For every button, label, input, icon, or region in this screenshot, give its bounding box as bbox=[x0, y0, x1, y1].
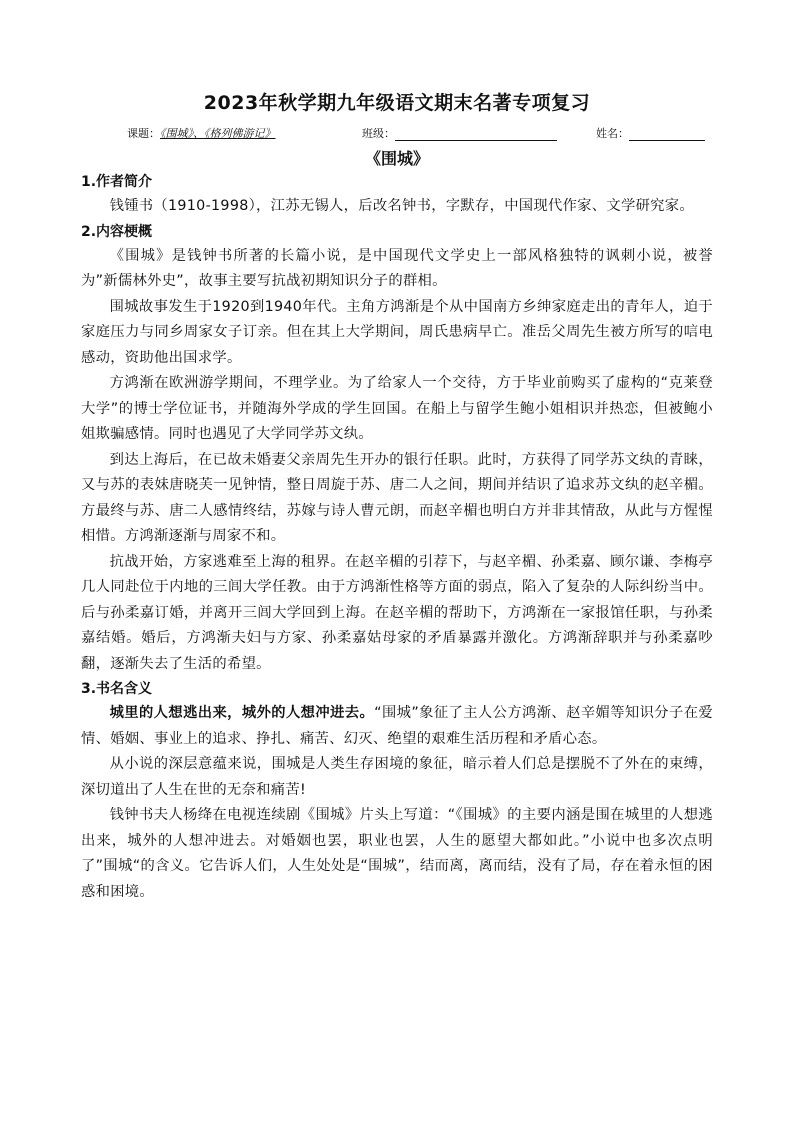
document-title: 2023年秋学期九年级语文期末名著专项复习 bbox=[203, 92, 591, 114]
book-title: 《围城》 bbox=[364, 149, 429, 168]
section-heading-title-meaning: 3.书名含义 bbox=[81, 681, 153, 697]
name-label: 姓名： bbox=[596, 127, 629, 140]
name-field bbox=[596, 125, 705, 143]
paragraph: 抗战开始，方家逃难至上海的租界。在赵辛楣的引荐下，与赵辛楣、孙柔嘉、顾尔谦、李梅亭几人同赴位于内地的三闾大学任教。由于方鸿渐性格等方面的弱点，陷入了复杂的人际纠纷当中。后与孙柔嘉订婚，并离开三闾大学回到上海。在赵辛楣的帮助下，方鸿渐在一家报馆任职，与孙柔嘉结婚。婚后，方鸿渐夫妇与方家、孙柔嘉姑母家的矛盾暴露并激化。方鸿渐辞职并与孙柔嘉吵翻，逐渐失去了生活的希望。 bbox=[81, 553, 713, 672]
paragraph: 钱钟书夫人杨绛在电视连续剧《围城》片头上写道：“《围城》的主要内涵是围在城里的人想逃出来，城外的人想冲进去。对婚姻也罢，职业也罢，人生的愿望大都如此。”小说中也多次点明了”围城“的含义。它告诉人们，人生处处是“围城”，结而离，离而结，没有了局，存在着永恒的困惑和困境。 bbox=[81, 807, 713, 900]
topic-field bbox=[127, 125, 276, 143]
paragraph: 到达上海后，在已故未婚妻父亲周先生开办的银行任职。此时，方获得了同学苏文纨的青睐，又与苏的表妹唐晓芙一见钟情，整日周旋于苏、唐二人之间，期间并结识了追求苏文纨的赵辛楣。方最终与苏、唐二人感情终结，苏嫁与诗人曹元朗，而赵辛楣也明白方并非其情敌，从此与方惺惺相惜。方鸿渐逐渐与周家不和。 bbox=[81, 451, 713, 544]
document-body bbox=[81, 170, 713, 905]
paragraph: 《围城》是钱钟书所著的长篇小说，是中国现代文学史上一部风格独特的讽刺小说，被誉为”新儒林外史”，故事主要写抗战初期知识分子的群相。 bbox=[81, 247, 713, 289]
paragraph: 钱锺书（1910-1998），江苏无锡人，后改名钟书，字默存，中国现代作家、文学研究家。 bbox=[109, 198, 694, 214]
paragraph-text: “围城”象征了主人公方鸿渐、赵辛媚等知识分子在爱情、婚姻、事业上的追求、挣扎、痛苦、幻灭、绝望的艰难生活历程和矛盾心态。 bbox=[81, 705, 713, 747]
paragraph: 围城故事发生于1920到1940年代。主角方鸿渐是个从中国南方乡绅家庭走出的青年人，迫于家庭压力与同乡周家女子订亲。但在其上大学期间，周氏患病早亡。准岳父周先生被方所写的唁电感动，资助他出国求学。 bbox=[81, 298, 713, 366]
paragraph bbox=[81, 701, 713, 752]
name-blank-line bbox=[629, 128, 705, 141]
bold-lead-sentence: 城里的人想逃出来，城外的人想冲进去。 bbox=[109, 705, 375, 721]
paragraph: 从小说的深层意蕴来说，围城是人类生存困境的象征，暗示着人们总是摆脱不了外在的束缚，深切道出了人生在世的无奈和痛苦! bbox=[81, 756, 713, 798]
section-heading-summary: 2.内容梗概 bbox=[81, 223, 153, 240]
topic-value: 《围城》、《格列佛游记》 bbox=[160, 127, 276, 140]
section-heading-author: 1.作者简介 bbox=[81, 174, 153, 190]
paragraph: 方鸿渐在欧洲游学期间，不理学业。为了给家人一个交待，方于毕业前购买了虚构的“克莱登大学”的博士学位证书，并随海外学成的学生回国。在船上与留学生鲍小姐相识并热恋，但被鲍小姐欺骗感情。同时也遇见了大学同学苏文纨。 bbox=[81, 375, 713, 442]
class-field bbox=[362, 125, 557, 143]
class-label: 班级： bbox=[362, 127, 395, 140]
topic-label: 课题： bbox=[127, 127, 160, 140]
class-blank-line bbox=[395, 128, 557, 141]
